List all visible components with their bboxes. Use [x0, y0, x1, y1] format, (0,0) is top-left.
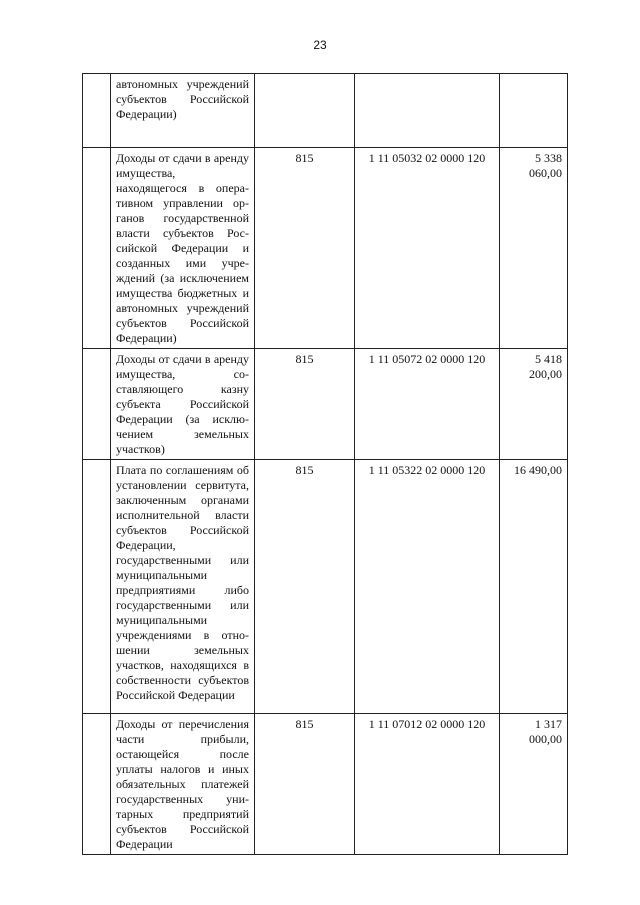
table-row [83, 460, 568, 714]
budget-classification-code-cell: 1 11 05322 02 0000 120 [355, 460, 500, 714]
row-number-cell [83, 349, 111, 460]
page-number: 23 [313, 38, 327, 52]
budget-classification-code-cell: 1 11 05032 02 0000 120 [355, 148, 500, 349]
row-number-cell [83, 148, 111, 349]
row-number-cell [83, 714, 111, 855]
revenue-name-cell: Доходы от сдачи в аренду имущества, находящегося в оперативном управлении органов государственной власти субъектов Российской Федерации и созданных ими учреждений (за исключением имущества бюджетных и автономных учреждений субъектов Российской Федерации) [111, 148, 255, 349]
administrator-code-cell [255, 74, 355, 148]
row-number-cell [83, 460, 111, 714]
amount-cell: 16 490,00 [500, 460, 568, 714]
revenue-name-cell: Плата по соглашениям об установлении сервитута, заключенным органами исполнительной власти субъектов Российской Федерации, государственными или муниципальными предприятиями либо государственными или муниципальными учреждениями в отношении земельных участков, находящихся в собственности субъектов Российской Федерации [111, 460, 255, 714]
administrator-code-cell: 815 [255, 148, 355, 349]
administrator-code-cell: 815 [255, 714, 355, 855]
table-row [83, 349, 568, 460]
budget-classification-code-cell [355, 74, 500, 148]
budget-classification-code-cell: 1 11 05072 02 0000 120 [355, 349, 500, 460]
revenue-name-cell: Доходы от перечисления части прибыли, остающейся после уплаты налогов и иных обязательных платежей государственных унитарных предприятий субъектов Российской Федерации [111, 714, 255, 855]
revenue-name-cell: Доходы от сдачи в аренду имущества, составляющего казну субъекта Российской Федерации (за исключением земельных участков) [111, 349, 255, 460]
amount-cell [500, 74, 568, 148]
amount-cell: 5 418 200,00 [500, 349, 568, 460]
administrator-code-cell: 815 [255, 349, 355, 460]
table-row [83, 74, 568, 148]
budget-classification-code-cell: 1 11 07012 02 0000 120 [355, 714, 500, 855]
revenue-table [82, 73, 568, 855]
table-row [83, 714, 568, 855]
amount-cell: 1 317 000,00 [500, 714, 568, 855]
table-row [83, 148, 568, 349]
row-number-cell [83, 74, 111, 148]
amount-cell: 5 338 060,00 [500, 148, 568, 349]
revenue-name-cell: автономных учреждений субъектов Российской Федерации) [111, 74, 255, 148]
administrator-code-cell: 815 [255, 460, 355, 714]
